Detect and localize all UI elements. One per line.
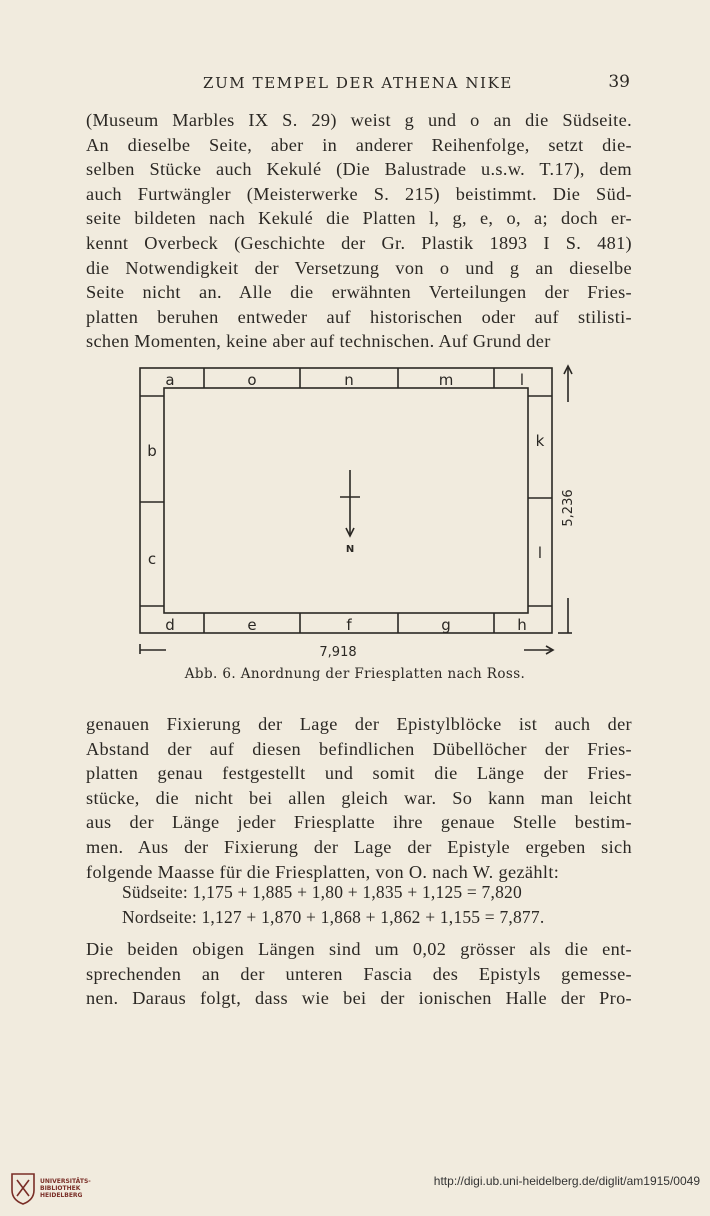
height-dimension: 5,236 xyxy=(561,489,576,527)
institution-line: BIBLIOTHEK xyxy=(40,1185,81,1192)
slab-label-left: c xyxy=(147,550,157,568)
slab-label-right: k xyxy=(535,432,545,450)
paragraph-3 xyxy=(86,937,632,1011)
text-line: sprechenden an der unteren Fascia des Epistyls gemesse- xyxy=(86,963,632,984)
slab-label-top: o xyxy=(247,371,257,389)
slab-label-top: a xyxy=(165,371,175,389)
slab-label-bottom: h xyxy=(517,616,527,634)
paragraph-1 xyxy=(86,108,632,354)
text-line: platten genau festgestellt und somit die Länge der Fries- xyxy=(86,763,632,784)
text-line: (Museum Marbles IX S. 29) weist g und o an die Südseite. xyxy=(86,110,632,130)
text-line: men. Aus der Fixierung der Lage der Epistyle ergeben sich xyxy=(86,836,632,857)
slab-label-bottom: f xyxy=(346,616,352,634)
institution-line: UNIVERSITÄTS- xyxy=(40,1178,91,1185)
slab-label-left: b xyxy=(147,442,157,460)
page-number: 39 xyxy=(608,72,630,92)
figure-caption: Abb. 6. Anordnung der Friesplatten nach Ross. xyxy=(184,666,526,682)
text-line: seite bildeten nach Kekulé die Platten l, g, e, o, a; doch er- xyxy=(86,208,632,229)
text-line: die Notwendigkeit der Versetzung von o und g an dieselbe xyxy=(86,257,632,278)
formula-suedseite: Südseite: 1,175 + 1,885 + 1,80 + 1,835 + 1,125 = 7,820 xyxy=(122,882,522,902)
text-line: An dieselbe Seite, aber in anderer Reihenfolge, setzt die- xyxy=(86,134,632,155)
slab-label-bottom: g xyxy=(441,616,451,634)
inner-frame xyxy=(164,388,528,613)
running-head xyxy=(86,72,630,94)
university-logo-icon xyxy=(8,1170,38,1206)
institution-line: HEIDELBERG xyxy=(40,1192,83,1199)
text-line: Die beiden obigen Längen sind um 0,02 grösser als die ent- xyxy=(86,939,632,959)
institution-name xyxy=(40,1178,91,1199)
source-url-link[interactable]: http://digi.ub.uni-heidelberg.de/diglit/am1915/0049 xyxy=(433,1174,700,1188)
text-line: Seite nicht an. Alle die erwähnten Verteilungen der Fries- xyxy=(86,282,632,303)
running-title: ZUM TEMPEL DER ATHENA NIKE xyxy=(203,74,513,92)
text-line: aus der Länge jeder Friesplatte ihre genaue Stelle bestim- xyxy=(86,812,632,833)
slab-label-right: l xyxy=(537,544,543,562)
text-line: schen Momenten, keine aber auf technischen. Auf Grund der xyxy=(86,331,551,352)
slab-label-top: n xyxy=(344,371,354,389)
text-line: folgende Maasse für die Friesplatten, von O. nach W. gezählt: xyxy=(86,861,560,882)
text-line: genauen Fixierung der Lage der Epistylblöcke ist auch der xyxy=(86,714,632,734)
outer-frame xyxy=(140,368,552,633)
slab-label-bottom: d xyxy=(165,616,175,634)
width-dimension: 7,918 xyxy=(319,645,357,660)
slab-label-top: m xyxy=(438,371,454,389)
text-line: auch Furtwängler (Meisterwerke S. 215) beistimmt. Die Süd- xyxy=(86,183,632,204)
north-label: N xyxy=(345,544,355,555)
text-line: Abstand der auf diesen befindlichen Dübellöcher der Fries- xyxy=(86,738,632,759)
slab-label-bottom: e xyxy=(247,616,257,634)
slab-label-top: l xyxy=(519,371,525,389)
text-line: platten beruhen entweder auf historischen oder auf stilisti- xyxy=(86,306,632,327)
frieze-plan-svg xyxy=(130,360,580,660)
frieze-diagram xyxy=(130,360,580,664)
text-line: kennt Overbeck (Geschichte der Gr. Plastik 1893 I S. 481) xyxy=(86,232,632,253)
text-line: stücke, die nicht bei allen gleich war. So kann man leicht xyxy=(86,787,632,808)
text-line: selben Stücke auch Kekulé (Die Balustrade u.s.w. T.17), dem xyxy=(86,159,632,180)
paragraph-2 xyxy=(86,712,632,884)
formula-nordseite: Nordseite: 1,127 + 1,870 + 1,868 + 1,862 + 1,155 = 7,877. xyxy=(122,907,545,927)
text-line: nen. Daraus folgt, dass wie bei der ionischen Halle der Pro- xyxy=(86,988,632,1009)
